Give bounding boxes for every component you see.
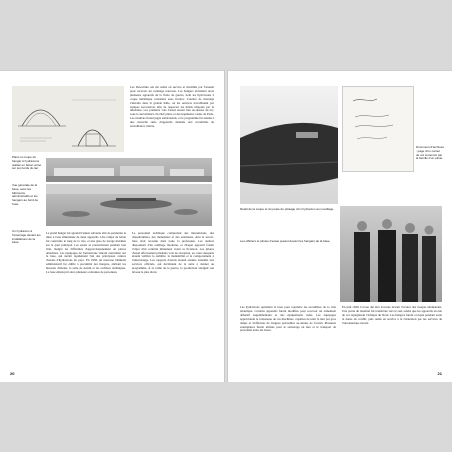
right-text-column-1: Les hydravions quittaient la base pour rejoindre les escadrilles de la côte atlantique. Certains appareils furent modifiés pour recevoir un armement défensif supplémentaire et des équipements radio. Les équipages appréciaient la robustesse de ces machines, capables de tenir la mer par gros temps et d'effectuer de longues patrouilles au-dessus de l'océan. Plusieurs exemplaires furent utilisés pour le sauvetage en mer et le transport de personnel entre les bases. xyxy=(240,306,336,333)
page-number-right: 21 xyxy=(437,371,442,376)
right-text-column-2: En juin 1940, la base dut être évacuée devant l'avance des troupes allemandes. Une partie du matériel fut transférée vers le sud, tandis que les appareils en état de vol rejoignirent l'Afrique du Nord. Les hangars furent occupés pendant toute la durée du conflit, puis remis en service à la Libération par les services de l'aéronautique navale. xyxy=(342,306,442,325)
caption-seaplane: Un hydravion à l'amarrage devant les installations de la base. xyxy=(12,229,41,245)
caption-document: Document d'archives : page d'un carnet de vol conservé par la famille d'un pilote. xyxy=(416,145,444,161)
left-text-column-1: Les Dewoitine ont été remis en service et modifiés par l'arsenal pour recevoir un carénage nouveau. Les hangars abritaient alors plusieurs appareils de la flotte de guerre, dont les hydravions à coque métallique construits sous licence. L'atelier de montage s'installa dans la grande halle, où les ouvriers travaillaient par équipes successives afin de respecter les délais imposés par le ministère. Les premiers vols d'essai eurent lieu au-dessus du lac, sous la surveillance du chef pilote et des ingénieurs venus de Paris. Les résultats furent jugés satisfaisants, et le programme fut étendu à une nouvelle série d'appareils destinés aux escadrilles de surveillance côtière. xyxy=(130,86,214,129)
archive-document-image xyxy=(342,86,414,172)
caption-base: Vue générale de la base, avec les bâtiments administratifs et les hangars au bord de l'eau. xyxy=(12,183,39,206)
page-number-left: 20 xyxy=(10,371,15,376)
left-text-column-2: Le grand hangar fut agrandi l'année suivante afin de permettre la mise à l'eau simultanée de deux appareils. Une rampe de béton fut construite le long de la rive, et une grue de levage installée sur le quai principal. Les essais se poursuivirent pendant tout l'été, malgré les difficultés d'approvisionnement en pièces détachées. Les équipages de l'aéronavale vinrent s'entraîner sur la base, qui devint rapidement l'un des principaux centres d'essais d'hydravions du pays. En 1938, un nouveau bâtiment administratif fut édifié à proximité des hangars, abritant les bureaux d'études, la salle de dessin et les archives techniques. La base employait alors plusieurs centaines de personnes. xyxy=(46,232,126,275)
caption-sketch: Plans et coupe du hangar à hydravions réalisé en béton armé sur les bords du lac. xyxy=(12,155,42,171)
caption-hull: Détail de la coque et du poste de pilotage d'un hydravion au mouillage. xyxy=(240,207,335,211)
left-text-column-3: Le personnel technique comprenait des mécaniciens, des chaudronniers, des menuisiers et des entoileurs, dont le savoir-faire était reconnu dans toute la profession. Les ateliers disposaient d'un outillage moderne, et chaque appareil faisait l'objet d'un contrôle minutieux avant sa livraison. Les pilotes d'essai effectuaient plusieurs vols de réception, au cours desquels étaient vérifiés la stabilité, la maniabilité et le comportement à l'amerrissage. Les rapports d'essais étaient ensuite transmis aux services officiels, qui décidaient de la suite à donner au programme. À la veille de la guerre, la production atteignit son niveau le plus élevé. xyxy=(132,232,214,275)
hangar-sketch-image xyxy=(12,86,124,152)
caption-officers: Les officiers et pilotes d'essai posant devant les hangars de la base. xyxy=(240,239,331,243)
right-page xyxy=(228,70,452,382)
seaplane-hull-photo xyxy=(240,86,338,204)
page-top-rule xyxy=(0,70,224,71)
page-top-rule xyxy=(228,70,452,71)
seaplane-water-photo xyxy=(46,184,212,226)
officers-group-photo xyxy=(340,206,442,302)
base-buildings-photo xyxy=(46,158,212,182)
left-page xyxy=(0,70,224,382)
